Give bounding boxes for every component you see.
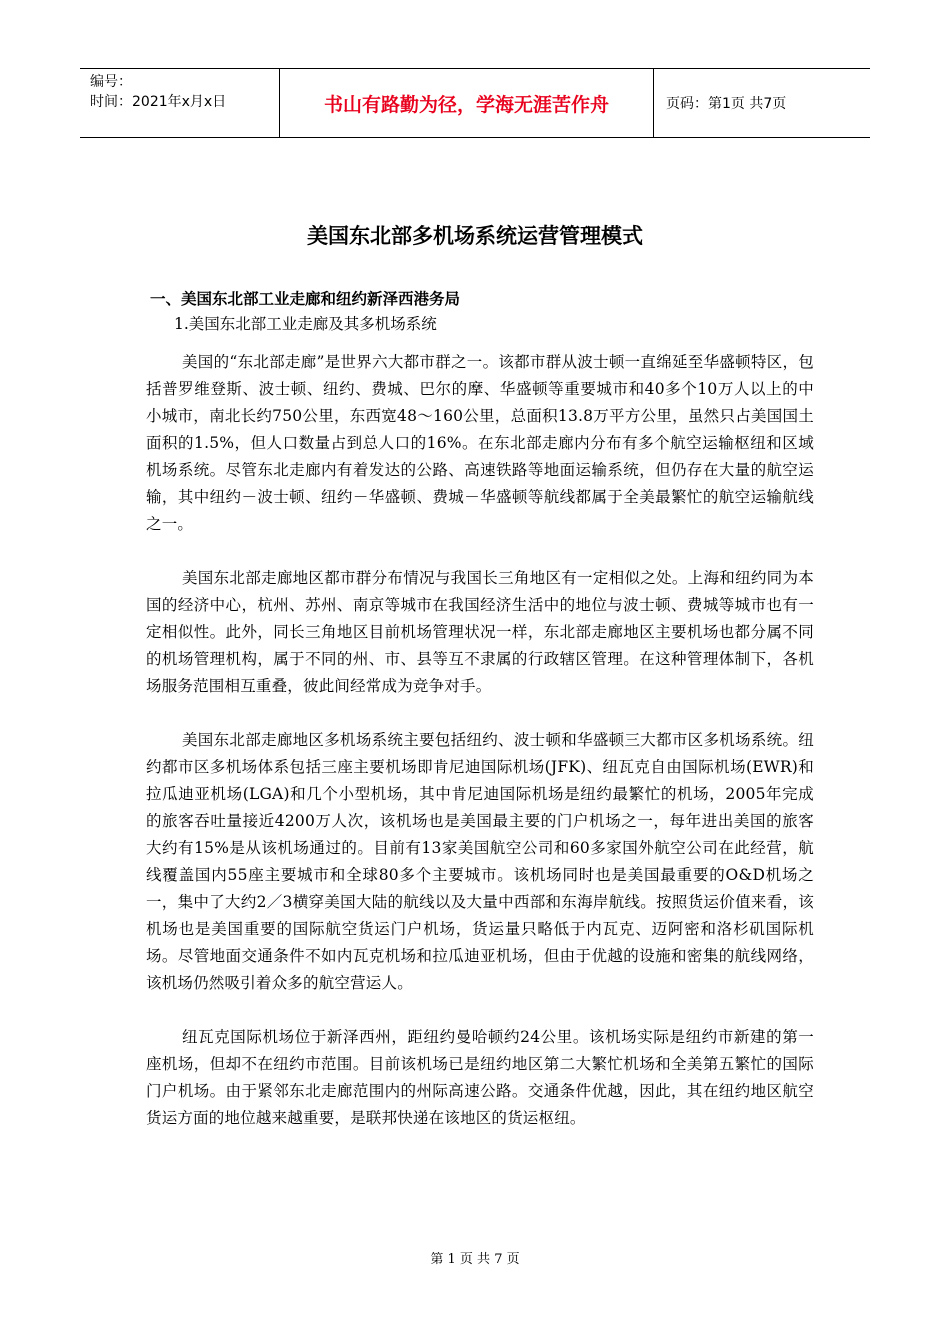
document-date-label: 时间：2021年x月x日 — [90, 94, 227, 110]
document-body — [146, 349, 814, 1159]
document-title: 美国东北部多机场系统运营管理模式 — [307, 224, 643, 248]
section-heading: 一、美国东北部工业走廊和纽约新泽西港务局 — [150, 290, 461, 308]
paragraph-4: 纽瓦克国际机场位于新泽西州，距纽约曼哈顿约24公里。该机场实际是纽约市新建的第一座机场，但却不在纽约市范围。目前该机场已是纽约地区第二大繁忙机场和全美第五繁忙的国际门户机场。由于紧邻东北走廊范围内的州际高速公路。交通条件优越，因此，其在纽约地区航空货运方面的地位越来越重要，是联邦快递在该地区的货运枢纽。 — [146, 1028, 814, 1127]
header-meta-cell — [80, 69, 280, 137]
subsection-heading: 1.美国东北部工业走廊及其多机场系统 — [174, 315, 437, 333]
paragraph-3: 美国东北部走廊地区多机场系统主要包括纽约、波士顿和华盛顿三大都市区多机场系统。纽约都市区多机场体系包括三座主要机场即肯尼迪国际机场(JFK)、纽瓦克自由国际机场(EWR)和拉瓜迪亚机场(LGA)和几个小型机场，其中肯尼迪国际机场是纽约最繁忙的机场，2005年完成的旅客吞吐量接近4200万人次，该机场也是美国最主要的门户机场之一，每年进出美国的旅客大约有15%是从该机场通过的。目前有13家美国航空公司和60多家国外航空公司在此经营，航线覆盖国内55座主要城市和全球80多个主要城市。该机场同时也是美国最重要的O&D机场之一，集中了大约2／3横穿美国大陆的航线以及大量中西部和东海岸航线。按照货运价值来看，该机场也是美国重要的国际航空货运门户机场，货运量只略低于内瓦克、迈阿密和洛杉矶国际机场。尽管地面交通条件不如内瓦克机场和拉瓜迪亚机场，但由于优越的设施和密集的航线网络，该机场仍然吸引着众多的航空营运人。 — [146, 731, 814, 992]
page-footer: 第 1 页 共 7 页 — [430, 1252, 520, 1267]
paragraph-2: 美国东北部走廊地区都市群分布情况与我国长三角地区有一定相似之处。上海和纽约同为本国的经济中心，杭州、苏州、南京等城市在我国经济生活中的地位与波士顿、费城等城市也有一定相似性。此外，同长三角地区目前机场管理状况一样，东北部走廊地区主要机场也都分属不同的机场管理机构，属于不同的州、市、县等互不隶属的行政辖区管理。在这种管理体制下，各机场服务范围相互重叠，彼此间经常成为竞争对手。 — [146, 569, 814, 695]
header-page-label: 页码：第1页 共7页 — [666, 96, 787, 112]
header-table — [80, 68, 870, 138]
document-number-label: 编号： — [90, 74, 132, 90]
paragraph-1: 美国的“东北部走廊”是世界六大都市群之一。该都市群从波士顿一直绵延至华盛顿特区，包括普罗维登斯、波士顿、纽约、费城、巴尔的摩、华盛顿等重要城市和40多个10万人以上的中小城市，南北长约750公里，东西宽48～160公里，总面积13.8万平方公里，虽然只占美国国土面积的1.5%，但人口数量占到总人口的16%。在东北部走廊内分布有多个航空运输枢纽和区域机场系统。尽管东北走廊内有着发达的公路、高速铁路等地面运输系统，但仍存在大量的航空运输，其中纽约－波士顿、纽约－华盛顿、费城－华盛顿等航线都属于全美最繁忙的航空运输航线之一。 — [146, 353, 814, 533]
header-motto: 书山有路勤为径，学海无涯苦作舟 — [280, 69, 654, 137]
